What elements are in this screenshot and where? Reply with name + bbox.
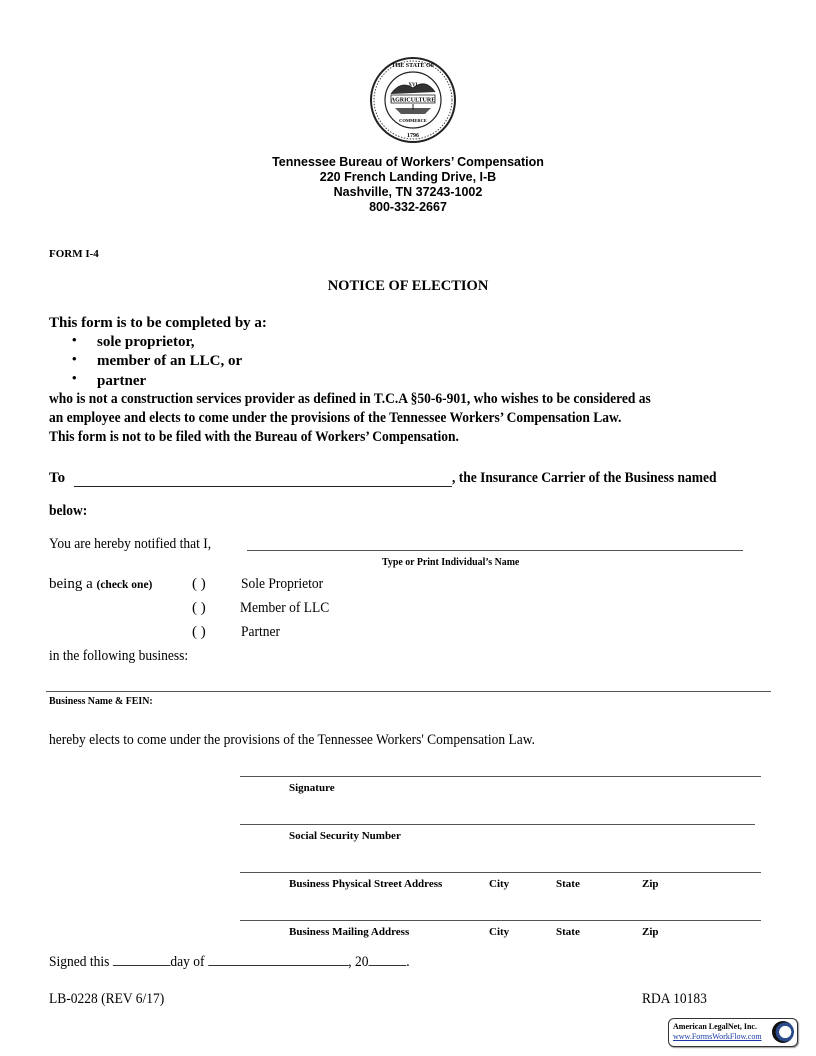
intro-line-2: an employee and elects to come under the provisions of the Tennessee Workers’ Compensation Law.	[49, 410, 622, 426]
following-business-text: in the following business:	[49, 648, 189, 664]
seal-icon	[369, 56, 457, 144]
physical-state-caption: State	[556, 878, 580, 890]
signature-caption: Signature	[289, 782, 335, 794]
form-id: FORM I-4	[49, 248, 99, 260]
intro-line-1: who is not a construction services provider as defined in T.C.A §50-6-901, who wishes to be considered as	[49, 391, 651, 407]
ssn-caption: Social Security Number	[289, 830, 401, 842]
day-field[interactable]	[113, 952, 171, 966]
to-suffix: , the Insurance Carrier of the Business named	[452, 470, 717, 486]
agency-phone: 800-332-2667	[369, 200, 447, 214]
year-prefix-label: , 20	[348, 954, 369, 970]
period: .	[406, 954, 410, 970]
year-field[interactable]	[369, 952, 407, 966]
intro-line-3: This form is not to be filed with the Bureau of Workers’ Compensation.	[49, 429, 459, 445]
business-name-fein-caption: Business Name & FEIN:	[49, 695, 153, 707]
bullet-item-sole-proprietor: sole proprietor,	[97, 334, 195, 350]
option-label-partner: Partner	[241, 624, 280, 640]
physical-address-caption: Business Physical Street Address	[289, 878, 443, 890]
bullet-item-partner: partner	[97, 373, 147, 389]
ssn-field[interactable]	[240, 824, 755, 825]
day-of-label: day of	[170, 954, 205, 970]
checkbox-member-of-llc[interactable]: ( )	[192, 600, 206, 616]
checkbox-partner[interactable]: ( )	[192, 624, 206, 640]
option-label-member-of-llc: Member of LLC	[240, 600, 330, 616]
month-field[interactable]	[208, 952, 348, 966]
individual-name-caption: Type or Print Individual’s Name	[382, 556, 520, 568]
signed-this-label: Signed this	[49, 954, 110, 970]
form-number: LB-0228 (REV 6/17)	[49, 991, 165, 1007]
mailing-zip-caption: Zip	[642, 926, 659, 938]
physical-city-caption: City	[489, 878, 510, 890]
agency-name: Tennessee Bureau of Workers’ Compensation	[272, 155, 544, 169]
check-one-label: (check one)	[96, 579, 153, 591]
being-a-label: being a	[49, 576, 93, 592]
bullet-item-llc-member: member of an LLC, or	[97, 353, 243, 369]
bullet-icon: •	[72, 351, 77, 366]
to-prefix: To	[49, 470, 66, 486]
business-name-fein-field[interactable]	[46, 691, 771, 692]
mailing-address-field[interactable]	[240, 920, 761, 921]
mailing-address-caption: Business Mailing Address	[289, 926, 410, 938]
svg-text:AGRICULTURE: AGRICULTURE	[390, 97, 436, 104]
option-label-sole-proprietor: Sole Proprietor	[241, 576, 324, 592]
to-continuation: below:	[49, 503, 88, 519]
physical-zip-caption: Zip	[642, 878, 659, 890]
svg-text:THE STATE OF: THE STATE OF	[391, 63, 435, 69]
rda-number: RDA 10183	[642, 991, 707, 1007]
checkbox-sole-proprietor[interactable]: ( )	[192, 576, 206, 592]
state-seal	[369, 56, 457, 144]
mailing-state-caption: State	[556, 926, 580, 938]
globe-logo-icon	[772, 1021, 794, 1043]
svg-text:XVI: XVI	[408, 83, 418, 88]
american-legalnet-badge[interactable]	[668, 1018, 798, 1047]
signature-field[interactable]	[240, 776, 761, 777]
svg-text:1796: 1796	[407, 133, 419, 139]
mailing-city-caption: City	[489, 926, 510, 938]
insurance-carrier-field[interactable]	[74, 470, 452, 487]
bullet-icon: •	[72, 332, 77, 347]
page-title: NOTICE OF ELECTION	[327, 278, 489, 294]
badge-url-link[interactable]: www.FormsWorkFlow.com	[673, 1032, 762, 1041]
badge-company: American LegalNet, Inc.	[673, 1022, 757, 1031]
physical-address-field[interactable]	[240, 872, 761, 873]
bullet-icon: •	[72, 370, 77, 385]
svg-text:COMMERCE: COMMERCE	[399, 118, 427, 123]
individual-name-field[interactable]	[247, 550, 743, 551]
notified-text: You are hereby notified that I,	[49, 536, 212, 552]
agency-address-line2: Nashville, TN 37243-1002	[333, 185, 483, 199]
intro-lead: This form is to be completed by a:	[49, 315, 267, 331]
election-statement: hereby elects to come under the provisions of the Tennessee Workers' Compensation Law.	[49, 732, 536, 748]
agency-address-line1: 220 French Landing Drive, I-B	[319, 170, 497, 184]
